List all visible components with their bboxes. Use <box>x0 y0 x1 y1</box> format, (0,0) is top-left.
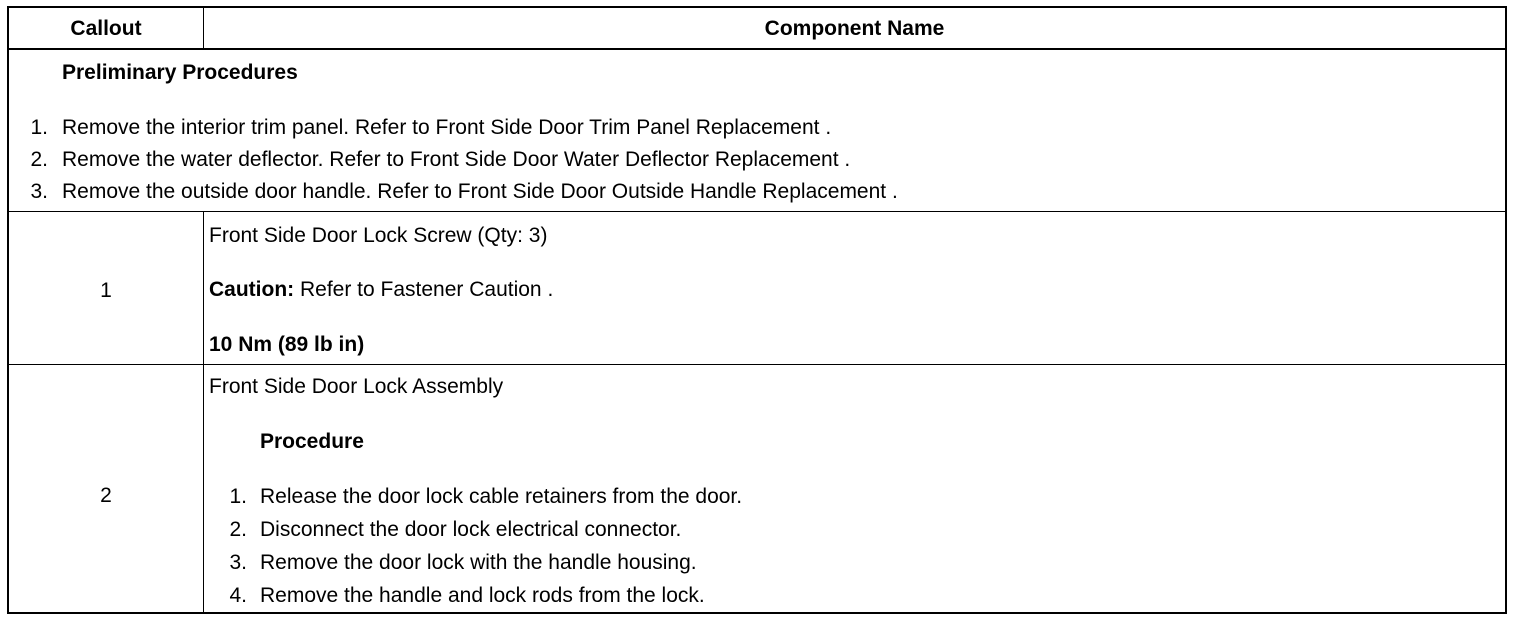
row-1-divider <box>9 364 1505 365</box>
row-2-step-text: Remove the handle and lock rods from the lock. <box>260 584 705 607</box>
row-2-step-number: 2. <box>229 518 247 541</box>
row-1-torque: 10 Nm (89 lb in) <box>209 333 365 356</box>
row-2-step-text: Remove the door lock with the handle housing. <box>260 551 697 574</box>
procedure-table <box>7 6 1507 614</box>
header-component-name: Component Name <box>764 17 945 40</box>
row-2-callout: 2 <box>100 484 112 507</box>
body-column-divider <box>203 212 204 612</box>
row-2-step-text: Disconnect the door lock electrical connector. <box>260 518 682 541</box>
row-1-component-name: Front Side Door Lock Screw (Qty: 3) <box>209 224 548 247</box>
preliminary-heading: Preliminary Procedures <box>62 61 298 84</box>
preliminary-step-text: Remove the interior trim panel. Refer to Front Side Door Trim Panel Replacement . <box>62 116 832 139</box>
row-2-procedure-heading: Procedure <box>260 430 364 453</box>
row-1-caution <box>209 278 553 302</box>
caution-label: Caution: <box>209 278 295 301</box>
preliminary-step-text: Remove the water deflector. Refer to Front Side Door Water Deflector Replacement . <box>62 148 851 171</box>
preliminary-row-divider <box>9 211 1505 212</box>
preliminary-step-number: 2. <box>30 148 48 171</box>
row-2-component-name: Front Side Door Lock Assembly <box>209 375 504 398</box>
preliminary-step-number: 3. <box>30 180 48 203</box>
row-2-step-number: 1. <box>229 485 247 508</box>
preliminary-step-number: 1. <box>30 116 48 139</box>
header-callout: Callout <box>70 17 142 40</box>
caution-text: Refer to Fastener Caution . <box>294 278 554 301</box>
row-2-step-text: Release the door lock cable retainers from the door. <box>260 485 743 508</box>
preliminary-step-text: Remove the outside door handle. Refer to Front Side Door Outside Handle Replacement . <box>62 180 898 203</box>
row-2-step-number: 3. <box>229 551 247 574</box>
row-1-callout: 1 <box>100 279 112 302</box>
row-2-step-number: 4. <box>229 584 247 607</box>
header-row-divider <box>9 48 1505 50</box>
